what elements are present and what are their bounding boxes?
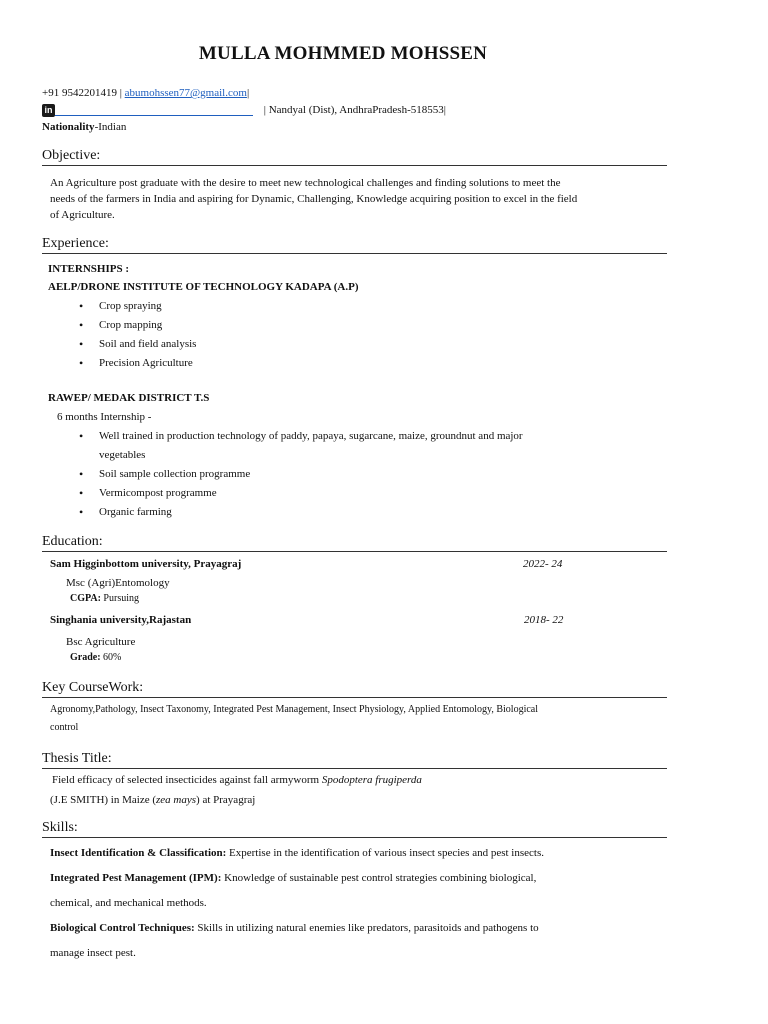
thesis-text: ) at Prayagraj bbox=[196, 794, 256, 806]
coursework-line-2: control bbox=[50, 722, 79, 733]
list-item: • Organic farming bbox=[79, 503, 523, 522]
edu2-grade bbox=[70, 652, 121, 663]
objective-line-2: needs of the farmers in India and aspiring for Dynamic, Challenging, Knowledge acquiring position to excel in the field bbox=[50, 193, 578, 205]
org1-list bbox=[79, 297, 196, 373]
skill-2-cont: chemical, and mechanical methods. bbox=[50, 897, 207, 909]
grade-label: Grade: bbox=[70, 652, 101, 663]
social-line bbox=[42, 104, 446, 117]
edu1-years: 2022- 24 bbox=[523, 558, 563, 570]
org2-list bbox=[79, 427, 523, 522]
contact-line bbox=[42, 87, 249, 99]
edu1-grade bbox=[70, 593, 139, 604]
thesis-line-1 bbox=[52, 772, 422, 788]
skill-text: Expertise in the identification of various insect species and pest insects. bbox=[226, 847, 544, 859]
skill-3-cont: manage insect pest. bbox=[50, 947, 136, 959]
skill-label: Insect Identification & Classification: bbox=[50, 847, 227, 859]
list-item: • Vermicompost programme bbox=[79, 484, 523, 503]
candidate-name: MULLA MOHMMED MOHSSEN bbox=[198, 43, 488, 64]
continuation-text: vegetables bbox=[99, 449, 146, 461]
internships-label: INTERNSHIPS : bbox=[48, 263, 129, 275]
nationality-value: -Indian bbox=[94, 121, 127, 133]
skills-heading: Skills: bbox=[42, 819, 667, 838]
nationality-line bbox=[42, 121, 126, 133]
objective-line-3: of Agriculture. bbox=[50, 209, 115, 221]
species-name: Spodoptera frugiperda bbox=[321, 774, 422, 786]
separator: | bbox=[119, 87, 122, 99]
thesis-text: (J.E SMITH) in Maize ( bbox=[50, 794, 157, 806]
skill-3 bbox=[50, 920, 539, 936]
linkedin-icon[interactable]: in bbox=[42, 104, 55, 117]
org2-subtitle: 6 months Internship - bbox=[57, 411, 152, 423]
separator: | bbox=[246, 87, 250, 99]
list-item: • Crop spraying bbox=[79, 297, 196, 316]
edu1-school: Sam Higginbottom university, Prayagraj bbox=[50, 558, 242, 570]
edu2-school: Singhania university,Rajastan bbox=[50, 614, 192, 626]
objective-line-1: An Agriculture post graduate with the desire to meet new technological challenges and finding solutions to meet the bbox=[50, 177, 561, 189]
edu2-years: 2018- 22 bbox=[524, 614, 564, 626]
species-name: zea mays bbox=[156, 794, 197, 806]
linkedin-link[interactable] bbox=[55, 105, 253, 116]
grade-value: 60% bbox=[100, 652, 122, 663]
education-heading: Education: bbox=[42, 533, 667, 552]
list-item-continuation bbox=[79, 446, 523, 465]
skill-label: Integrated Pest Management (IPM): bbox=[50, 872, 222, 884]
skill-label: Biological Control Techniques: bbox=[50, 922, 195, 934]
skill-text: Knowledge of sustainable pest control strategies combining biological, bbox=[221, 872, 537, 884]
skill-text: Skills in utilizing natural enemies like predators, parasitoids and pathogens to bbox=[194, 922, 539, 934]
email-link[interactable]: abumohssen77@gmail.com bbox=[124, 87, 247, 99]
list-item: • Precision Agriculture bbox=[79, 354, 196, 373]
org1-name: AELP/DRONE INSTITUTE OF TECHNOLOGY KADAPA (A.P) bbox=[48, 281, 359, 293]
location-text: | Nandyal (Dist), AndhraPradesh-518553| bbox=[263, 104, 446, 117]
grade-value: Pursuing bbox=[100, 593, 139, 604]
edu2-degree: Bsc Agriculture bbox=[66, 636, 136, 648]
org2-name: RAWEP/ MEDAK DISTRICT T.S bbox=[48, 392, 210, 404]
skill-2 bbox=[50, 870, 536, 886]
experience-heading: Experience: bbox=[42, 235, 667, 254]
list-item: • Well trained in production technology of paddy, papaya, sugarcane, maize, groundnut and major bbox=[79, 427, 523, 446]
skill-1 bbox=[50, 845, 544, 861]
edu1-degree: Msc (Agri)Entomology bbox=[66, 577, 170, 589]
objective-heading: Objective: bbox=[42, 147, 667, 166]
list-item: • Soil sample collection programme bbox=[79, 465, 523, 484]
nationality-label: Nationality bbox=[42, 121, 95, 133]
thesis-heading: Thesis Title: bbox=[42, 750, 667, 769]
list-item: • Crop mapping bbox=[79, 316, 196, 335]
phone-number: +91 9542201419 bbox=[42, 87, 117, 99]
grade-label: CGPA: bbox=[70, 593, 101, 604]
coursework-heading: Key CourseWork: bbox=[42, 679, 667, 698]
list-item: • Soil and field analysis bbox=[79, 335, 196, 354]
thesis-text: Field efficacy of selected insecticides against fall armyworm bbox=[52, 774, 322, 786]
thesis-line-2 bbox=[50, 792, 255, 808]
coursework-line-1: Agronomy,Pathology, Insect Taxonomy, Integrated Pest Management, Insect Physiology, Applied Entomology, Biological bbox=[50, 704, 539, 715]
